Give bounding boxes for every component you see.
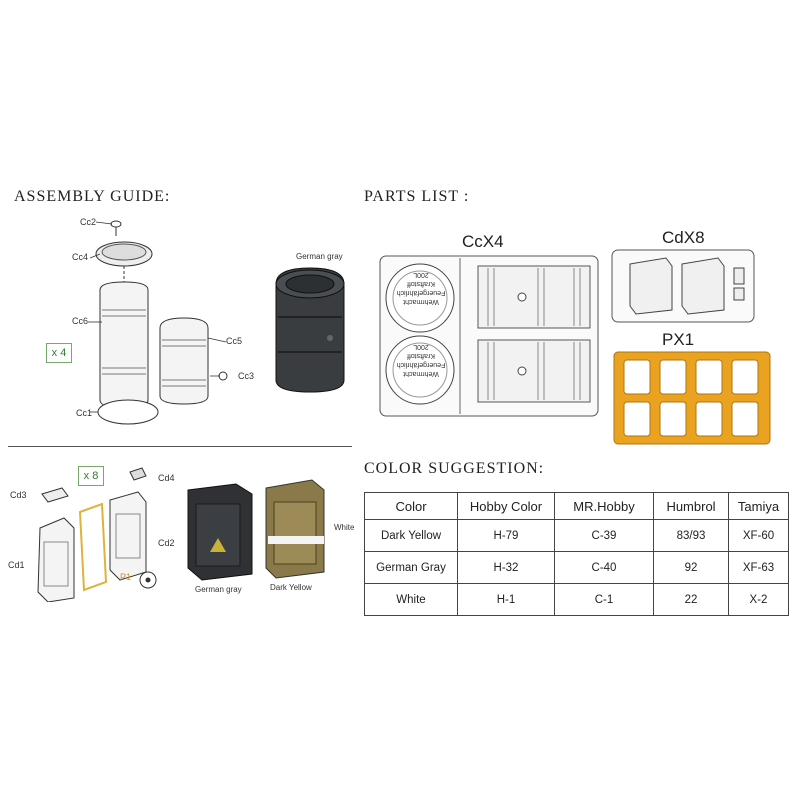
assembly-guide-heading: ASSEMBLY GUIDE:: [14, 188, 171, 205]
section-divider: [8, 446, 352, 447]
lid-text-bottom: [392, 342, 450, 378]
lid-text-line: Feuergefährlich: [396, 361, 446, 368]
lid-text-line: Wehrmacht: [403, 370, 439, 377]
lid-text-line: Kraftstoff: [407, 280, 435, 287]
table-cell: X-2: [729, 584, 789, 616]
table-cell: 22: [654, 584, 729, 616]
label-cc2: Cc2: [80, 217, 97, 227]
label-cc4: Cc4: [72, 252, 89, 262]
table-cell: H-32: [458, 552, 555, 584]
table-cell: 83/93: [654, 520, 729, 552]
sprue-px-fret: [612, 350, 772, 446]
can-yellow-paint-label: Dark Yellow: [270, 583, 312, 592]
header-tamiya: Tamiya: [729, 493, 789, 520]
table-cell: C-40: [555, 552, 654, 584]
label-cd3: Cd3: [10, 490, 27, 500]
sprue-cd-frame: [610, 248, 756, 326]
lid-text-line: 200L: [413, 343, 429, 350]
header-mr-hobby: MR.Hobby: [555, 493, 654, 520]
parts-list-heading: PARTS LIST :: [364, 188, 470, 205]
color-suggestion-table: [364, 492, 789, 616]
gray-jerrycan-illustration: [182, 478, 258, 582]
barrel-paint-label: German gray: [296, 252, 343, 261]
table-row: [365, 520, 789, 552]
sprue-cc-label: CcX4: [462, 232, 504, 251]
label-cc5: Cc5: [226, 336, 243, 346]
table-cell: H-1: [458, 584, 555, 616]
lid-text-top: [392, 270, 450, 306]
header-color: Color: [365, 493, 458, 520]
barrel-qty-badge: x 4: [46, 343, 72, 363]
table-cell: XF-60: [729, 520, 789, 552]
label-cd4: Cd4: [158, 473, 175, 483]
table-cell: C-39: [555, 520, 654, 552]
painted-barrel-illustration: [268, 262, 358, 397]
sprue-cd-label: CdX8: [662, 228, 705, 247]
sprue-px-label: PX1: [662, 330, 695, 349]
table-cell: H-79: [458, 520, 555, 552]
header-humbrol: Humbrol: [654, 493, 729, 520]
table-row: [365, 552, 789, 584]
label-cc6: Cc6: [72, 316, 89, 326]
lid-text-line: Wehrmacht: [403, 298, 439, 305]
label-cc1: Cc1: [76, 408, 93, 418]
yellow-jerrycan-illustration: [262, 474, 328, 580]
label-cd1: Cd1: [8, 560, 25, 570]
color-suggestion-heading: COLOR SUGGESTION:: [364, 460, 545, 477]
label-cd2: Cd2: [158, 538, 175, 548]
can-gray-paint-label: German gray: [195, 585, 242, 594]
lid-text-line: 200L: [413, 271, 429, 278]
lid-text-line: Feuergefährlich: [396, 289, 446, 296]
table-cell: XF-63: [729, 552, 789, 584]
header-hobby-color: Hobby Color: [458, 493, 555, 520]
label-cc3: Cc3: [238, 371, 255, 381]
barrel-exploded-view: [60, 210, 260, 435]
label-p1: P1: [120, 572, 132, 582]
table-row: [365, 584, 789, 616]
lid-text-line: Kraftstoff: [407, 352, 435, 359]
table-cell: Dark Yellow: [365, 520, 458, 552]
table-cell: C-1: [555, 584, 654, 616]
table-cell: White: [365, 584, 458, 616]
table-cell: 92: [654, 552, 729, 584]
table-header-row: [365, 493, 789, 520]
jerrycan-exploded-view: [30, 462, 180, 602]
can-white-paint-label: White: [334, 523, 355, 532]
can-qty-badge: x 8: [78, 466, 104, 486]
table-cell: German Gray: [365, 552, 458, 584]
